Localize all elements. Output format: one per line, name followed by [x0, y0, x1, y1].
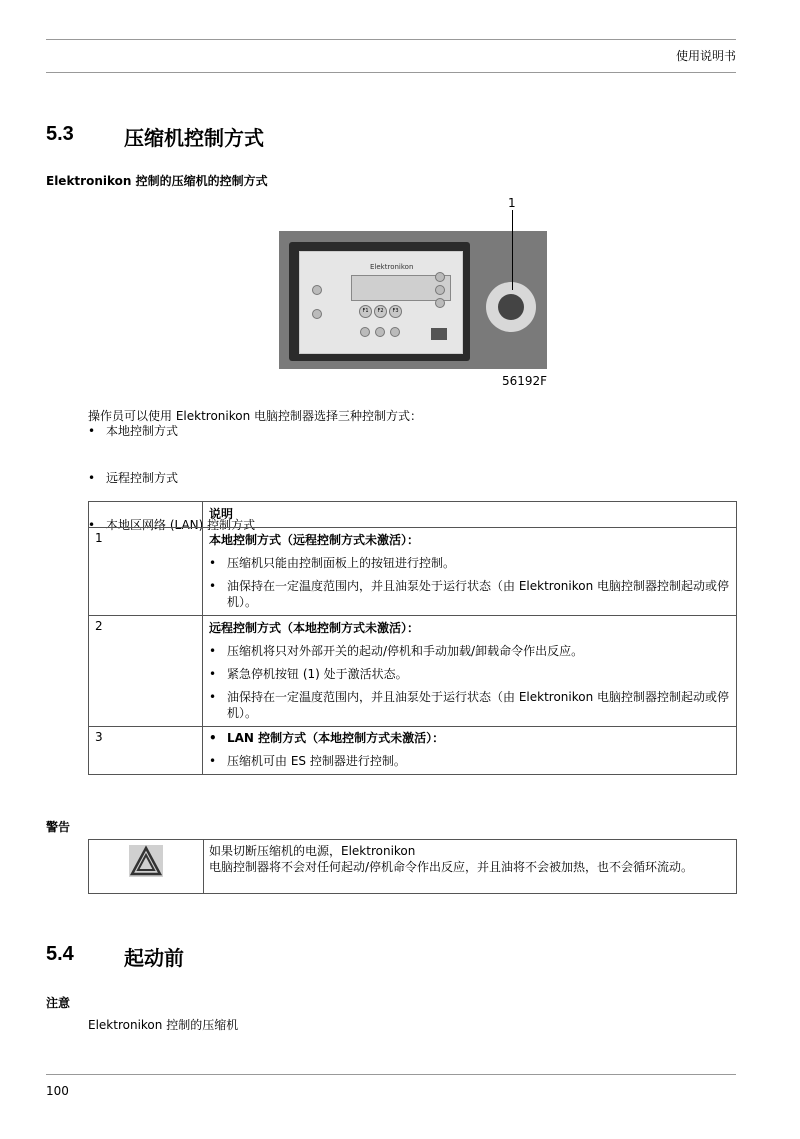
section-number: 5.3	[46, 123, 74, 145]
header-rule-top	[46, 39, 736, 40]
header-title: 使用说明书	[675, 49, 736, 63]
note-label: 注意	[46, 996, 71, 1010]
panel-led-1	[360, 327, 370, 337]
row-item: • 紧急停机按钮 (1) 处于激活状态。	[209, 666, 730, 682]
row-number: 3	[89, 727, 203, 775]
row-item: • 压缩机可由 ES 控制器进行控制。	[209, 753, 730, 769]
bullet-lan: • 本地区网络 (LAN) 控制方式	[88, 517, 800, 533]
control-mode-table	[88, 501, 737, 775]
figure-callout: 1	[508, 196, 516, 210]
table-row	[89, 727, 737, 775]
row-number: 2	[89, 616, 203, 727]
warning-line-2: 电脑控制器将不会对任何起动/停机命令作出反应，并且油将不会被加热，也不会循环流动。	[209, 860, 694, 874]
controller-panel	[299, 251, 463, 354]
row-number: 1	[89, 528, 203, 616]
controller-photo	[279, 231, 547, 369]
note-text: Elektronikon 控制的压缩机	[88, 1018, 239, 1032]
table-header-desc: 说明	[203, 502, 737, 528]
panel-stop-button	[312, 309, 322, 319]
row-title: 远程控制方式（本地控制方式未激活）：	[209, 621, 420, 635]
section-title-54: 起动前	[124, 946, 184, 970]
warning-label: 警告	[46, 820, 71, 834]
table-row	[89, 528, 737, 616]
row-title: • LAN 控制方式（本地控制方式未激活）：	[209, 730, 730, 746]
page-number: 100	[46, 1084, 69, 1098]
panel-f1-key: F1	[359, 305, 372, 318]
section-title: 压缩机控制方式	[124, 126, 264, 150]
figure-code: 56192F	[502, 374, 548, 388]
table-row	[89, 616, 737, 727]
panel-led-2	[375, 327, 385, 337]
warning-line-1: 如果切断压缩机的电源，Elektronikon	[209, 844, 416, 858]
panel-up-icon	[435, 272, 445, 282]
atlas-logo	[431, 328, 447, 340]
callout-leader-line	[512, 210, 513, 290]
row-item: • 油保持在一定温度范围内，并且油泵处于运行状态（由 Elektronikon 电脑控制器控制起动或停机）。	[209, 689, 730, 721]
section-number-54: 5.4	[46, 943, 74, 965]
warning-triangle-icon	[129, 845, 163, 877]
warning-box	[88, 839, 737, 894]
emergency-stop-button	[498, 294, 524, 320]
header-rule-bottom	[46, 72, 736, 73]
row-item: • 压缩机只能由控制面板上的按钮进行控制。	[209, 555, 730, 571]
panel-down-icon	[435, 298, 445, 308]
table-header-row	[89, 502, 737, 528]
bullet-local: • 本地控制方式	[88, 423, 800, 439]
subheading: Elektronikon 控制的压缩机的控制方式	[46, 174, 268, 188]
panel-i-button	[312, 285, 322, 295]
footer-rule	[46, 1074, 736, 1075]
intro-text: 操作员可以使用 Elektronikon 电脑控制器选择三种控制方式：	[88, 409, 423, 423]
panel-f2-key: F2	[374, 305, 387, 318]
row-title: 本地控制方式（远程控制方式未激活）：	[209, 533, 420, 547]
panel-brand: Elektronikon	[370, 263, 414, 271]
panel-led-3	[390, 327, 400, 337]
row-item: • 油保持在一定温度范围内，并且油泵处于运行状态（由 Elektronikon 电脑控制器控制起动或停机）。	[209, 578, 730, 610]
panel-tab-icon	[435, 285, 445, 295]
row-item: • 压缩机将只对外部开关的起动/停机和手动加载/卸载命令作出反应。	[209, 643, 730, 659]
bullet-remote: • 远程控制方式	[88, 470, 800, 486]
panel-f3-key: F3	[389, 305, 402, 318]
